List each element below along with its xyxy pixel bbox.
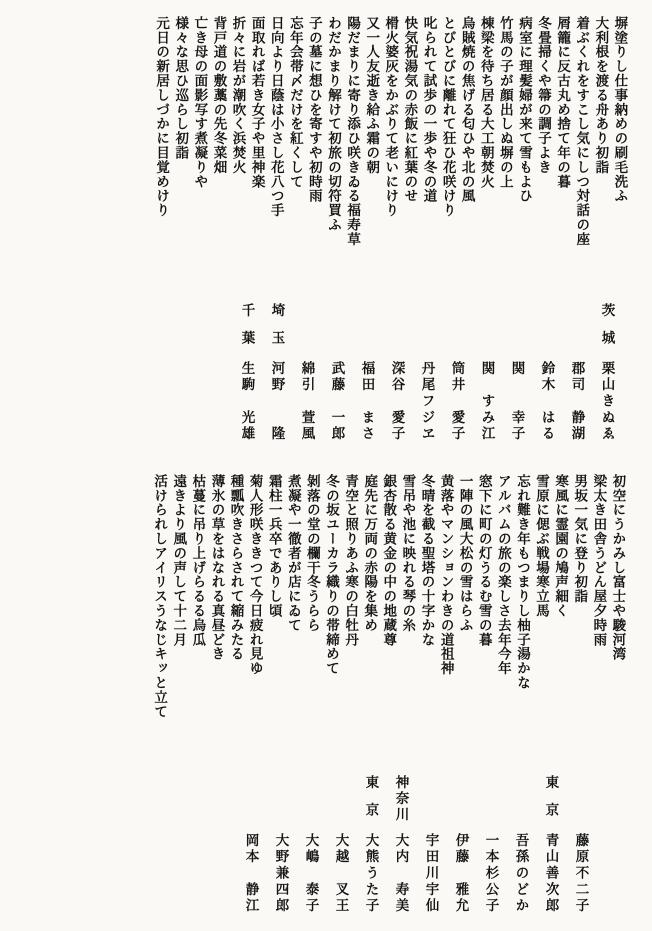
haiku-line: 元日の新居しづかに目覚めけり [153,16,170,218]
haiku-line: 雪吊や池に映れる琴の糸 [399,474,416,633]
author-column [513,775,527,925]
haiku-line: 雪原に偲ぶ戦場寒立馬 [533,474,550,618]
haiku-line: 大利根を渡る舟あり初詣 [592,16,609,175]
haiku-line: 剝落の堂の欄干冬うらら [303,474,320,633]
haiku-line: 病室に理髪婦が来て雪もよひ [515,16,532,204]
author-column [483,775,497,925]
author-name: 大野兼四郎 [272,833,289,915]
haiku-line: アルバムの旅の楽しさ去年今年 [494,474,511,676]
haiku-line: 冬晴を截る聖塔の十字かな [418,474,435,647]
haiku-line: 霜柱一兵卒でありし頃 [265,474,282,618]
author-column [273,775,287,925]
author-name: 大内 寿美 [392,833,409,915]
author-column [423,775,437,925]
haiku-line: わだかまり解けて初旅の切符買ふ [325,16,341,232]
author-column [299,303,313,453]
haiku-line: 銀杏散る黄金の中の地蔵尊 [380,474,397,647]
haiku-line: 子の墓に想ひを寄すや初時雨 [305,16,322,204]
author-name: 藤原不二子 [572,833,589,915]
prefecture-label [329,303,343,361]
haiku-block-1 [148,16,631,336]
author-column [479,303,493,453]
author-name: 吾孫のどか [512,833,529,915]
haiku-line: 忘れ難き年もつまりし柚子湯かな [513,474,530,690]
haiku-line: 背戸道の敷藁の先冬菜畑 [210,16,227,175]
prefecture-label [299,303,313,361]
author-column [453,775,467,925]
author-column [543,775,557,925]
author-name: 岡本 静江 [242,833,259,915]
author-column [333,775,347,925]
author-column [329,303,343,453]
author-column [449,303,463,453]
prefecture-label [539,303,553,361]
author-column [569,303,583,453]
haiku-line: 又一人友逝き給ふ霜の朝 [363,16,380,175]
haiku-line: 菊人形咲ききつて今日疲れ見ゆ [246,474,263,676]
prefecture-label [243,775,257,833]
author-name: 深谷 愛子 [388,361,405,443]
haiku-line: 遠きより風の声して十二月 [170,474,187,647]
prefecture-label: 千葉 [238,303,255,358]
author-column [509,303,523,453]
haiku-line: 陽だまりに寄り添ひ咲きゐる福寿草 [344,16,361,247]
author-column [393,775,407,925]
prefecture-label [389,303,403,361]
haiku-line: 亡き母の面影写す煮凝りや [191,16,208,189]
haiku-line: 塀塗りし仕事納めの刷毛洗ふ [611,16,628,204]
author-name: 筒井 愛子 [448,361,465,443]
authors-block-2 [227,775,604,925]
prefecture-label [333,775,347,833]
haiku-line: 枯蔓に吊り上げらるる烏瓜 [189,474,206,647]
haiku-line: 窓下に町の灯うるむ雪の暮 [475,474,492,647]
author-column [303,775,317,925]
haiku-line: 屑籠に反古丸め捨て年の暮 [554,16,571,189]
author-column [539,303,553,453]
prefecture-label [453,775,467,833]
haiku-line: 一陣の風大松の雪はらふ [456,474,473,633]
haiku-block-2 [146,474,629,794]
prefecture-label [509,303,523,361]
haiku-line: 活けられしアイリスうなじキッと立て [151,474,168,719]
author-name: 大嶋 泰子 [302,833,319,915]
author-name: 青山善次郎 [542,833,559,915]
author-name: 河野 隆 [268,361,285,443]
haiku-line: 青空と照りあふ寒の白牡丹 [342,474,359,647]
prefecture-label [573,775,587,833]
author-column [573,775,587,925]
haiku-line: 梁太き田舎うどん屋夕時雨 [590,474,607,647]
prefecture-label: 埼玉 [268,303,285,358]
author-column [363,775,377,925]
prefecture-label [359,303,373,361]
haiku-line: 初空にうかみし富士や駿河湾 [609,474,626,662]
prefecture-label [423,775,437,833]
prefecture-label: 東京 [362,775,379,830]
prefecture-label [303,775,317,833]
author-name: 伊藤 雅允 [452,833,469,915]
haiku-line: 快気祝湯気の赤飯に紅葉のせ [401,16,418,204]
haiku-line: 冬の坂ユーカラ織りの帯締めて [323,474,339,676]
haiku-line: 煮凝や一徹者が店にゐて [284,474,301,633]
author-name: 大越 叉王 [332,833,349,915]
haiku-line: 榾火婆灰をかぶりて老いにけり [382,16,399,218]
author-name: 福田 まさ [358,361,375,443]
author-column [269,303,283,453]
prefecture-label [483,775,497,833]
haiku-line: 様々な思ひ巡らし初詣 [172,16,189,160]
author-name: 一本杉公子 [482,833,499,915]
haiku-line: 折々に岩が潮吹く浜焚火 [229,16,246,175]
haiku-line: 竹馬の子が顔出しぬ塀の上 [496,16,513,189]
haiku-line: 面取れば若き女子や里神楽 [248,16,265,189]
author-column [389,303,403,453]
author-name: 宇田川宇仙 [422,833,439,915]
haiku-line: 棟梁を待ち居る大工朝焚火 [477,16,494,189]
haiku-line: 種瓢吹きさらされて縮みたる [227,474,244,662]
haiku-line: とびとびに離れて狂ひ花咲けり [439,16,456,218]
haiku-line: 男坂一気に登り初詣 [571,474,588,604]
prefecture-label: 茨城 [598,303,615,358]
haiku-line: 黄落やマンションわきの道祖神 [437,474,454,676]
author-column [239,303,253,453]
author-name: 大熊うた子 [362,833,379,915]
prefecture-label [569,303,583,361]
prefecture-label: 神奈川 [392,775,409,823]
author-column [243,775,257,925]
prefecture-label: 東京 [542,775,559,830]
haiku-line: 庭先に万両の赤陽を集め [361,474,378,633]
prefecture-label [513,775,527,833]
author-name: 郡司 静湖 [568,361,585,443]
author-column [359,303,373,453]
author-name: 鈴木 はる [538,361,555,443]
haiku-line: 日向より日蔭は小さし花八つ手 [267,16,284,218]
author-column [419,303,433,453]
haiku-line: 薄氷の草をはなれる真昼どき [208,474,225,662]
author-name: 丹尾フジヱ [418,361,435,443]
author-name: 武藤 一郎 [328,361,345,443]
author-name: 関 すみ江 [478,361,495,443]
authors-block-1 [223,303,630,453]
author-column [599,303,613,453]
haiku-line: 烏賊焼の焦げる匂ひや北の風 [458,16,475,204]
haiku-line: 着ぶくれをすこし気にしつ対話の座 [573,16,590,247]
prefecture-label [273,775,287,833]
author-name: 綿引 萱風 [298,361,315,443]
prefecture-label [419,303,433,361]
prefecture-label [479,303,493,361]
haiku-line: 忘年会帯〆だけを紅くして [286,16,303,189]
author-name: 生駒 光雄 [238,361,255,443]
haiku-line: 寒風に霊園の鳩声細く [552,474,569,618]
haiku-line: 冬畳掃くや箒の調子よき [535,16,552,175]
haiku-line: 叱られて試歩の一歩や冬の道 [420,16,437,204]
author-name: 栗山きぬゑ [598,361,615,443]
prefecture-label [449,303,463,361]
author-name: 関 幸子 [508,361,525,443]
